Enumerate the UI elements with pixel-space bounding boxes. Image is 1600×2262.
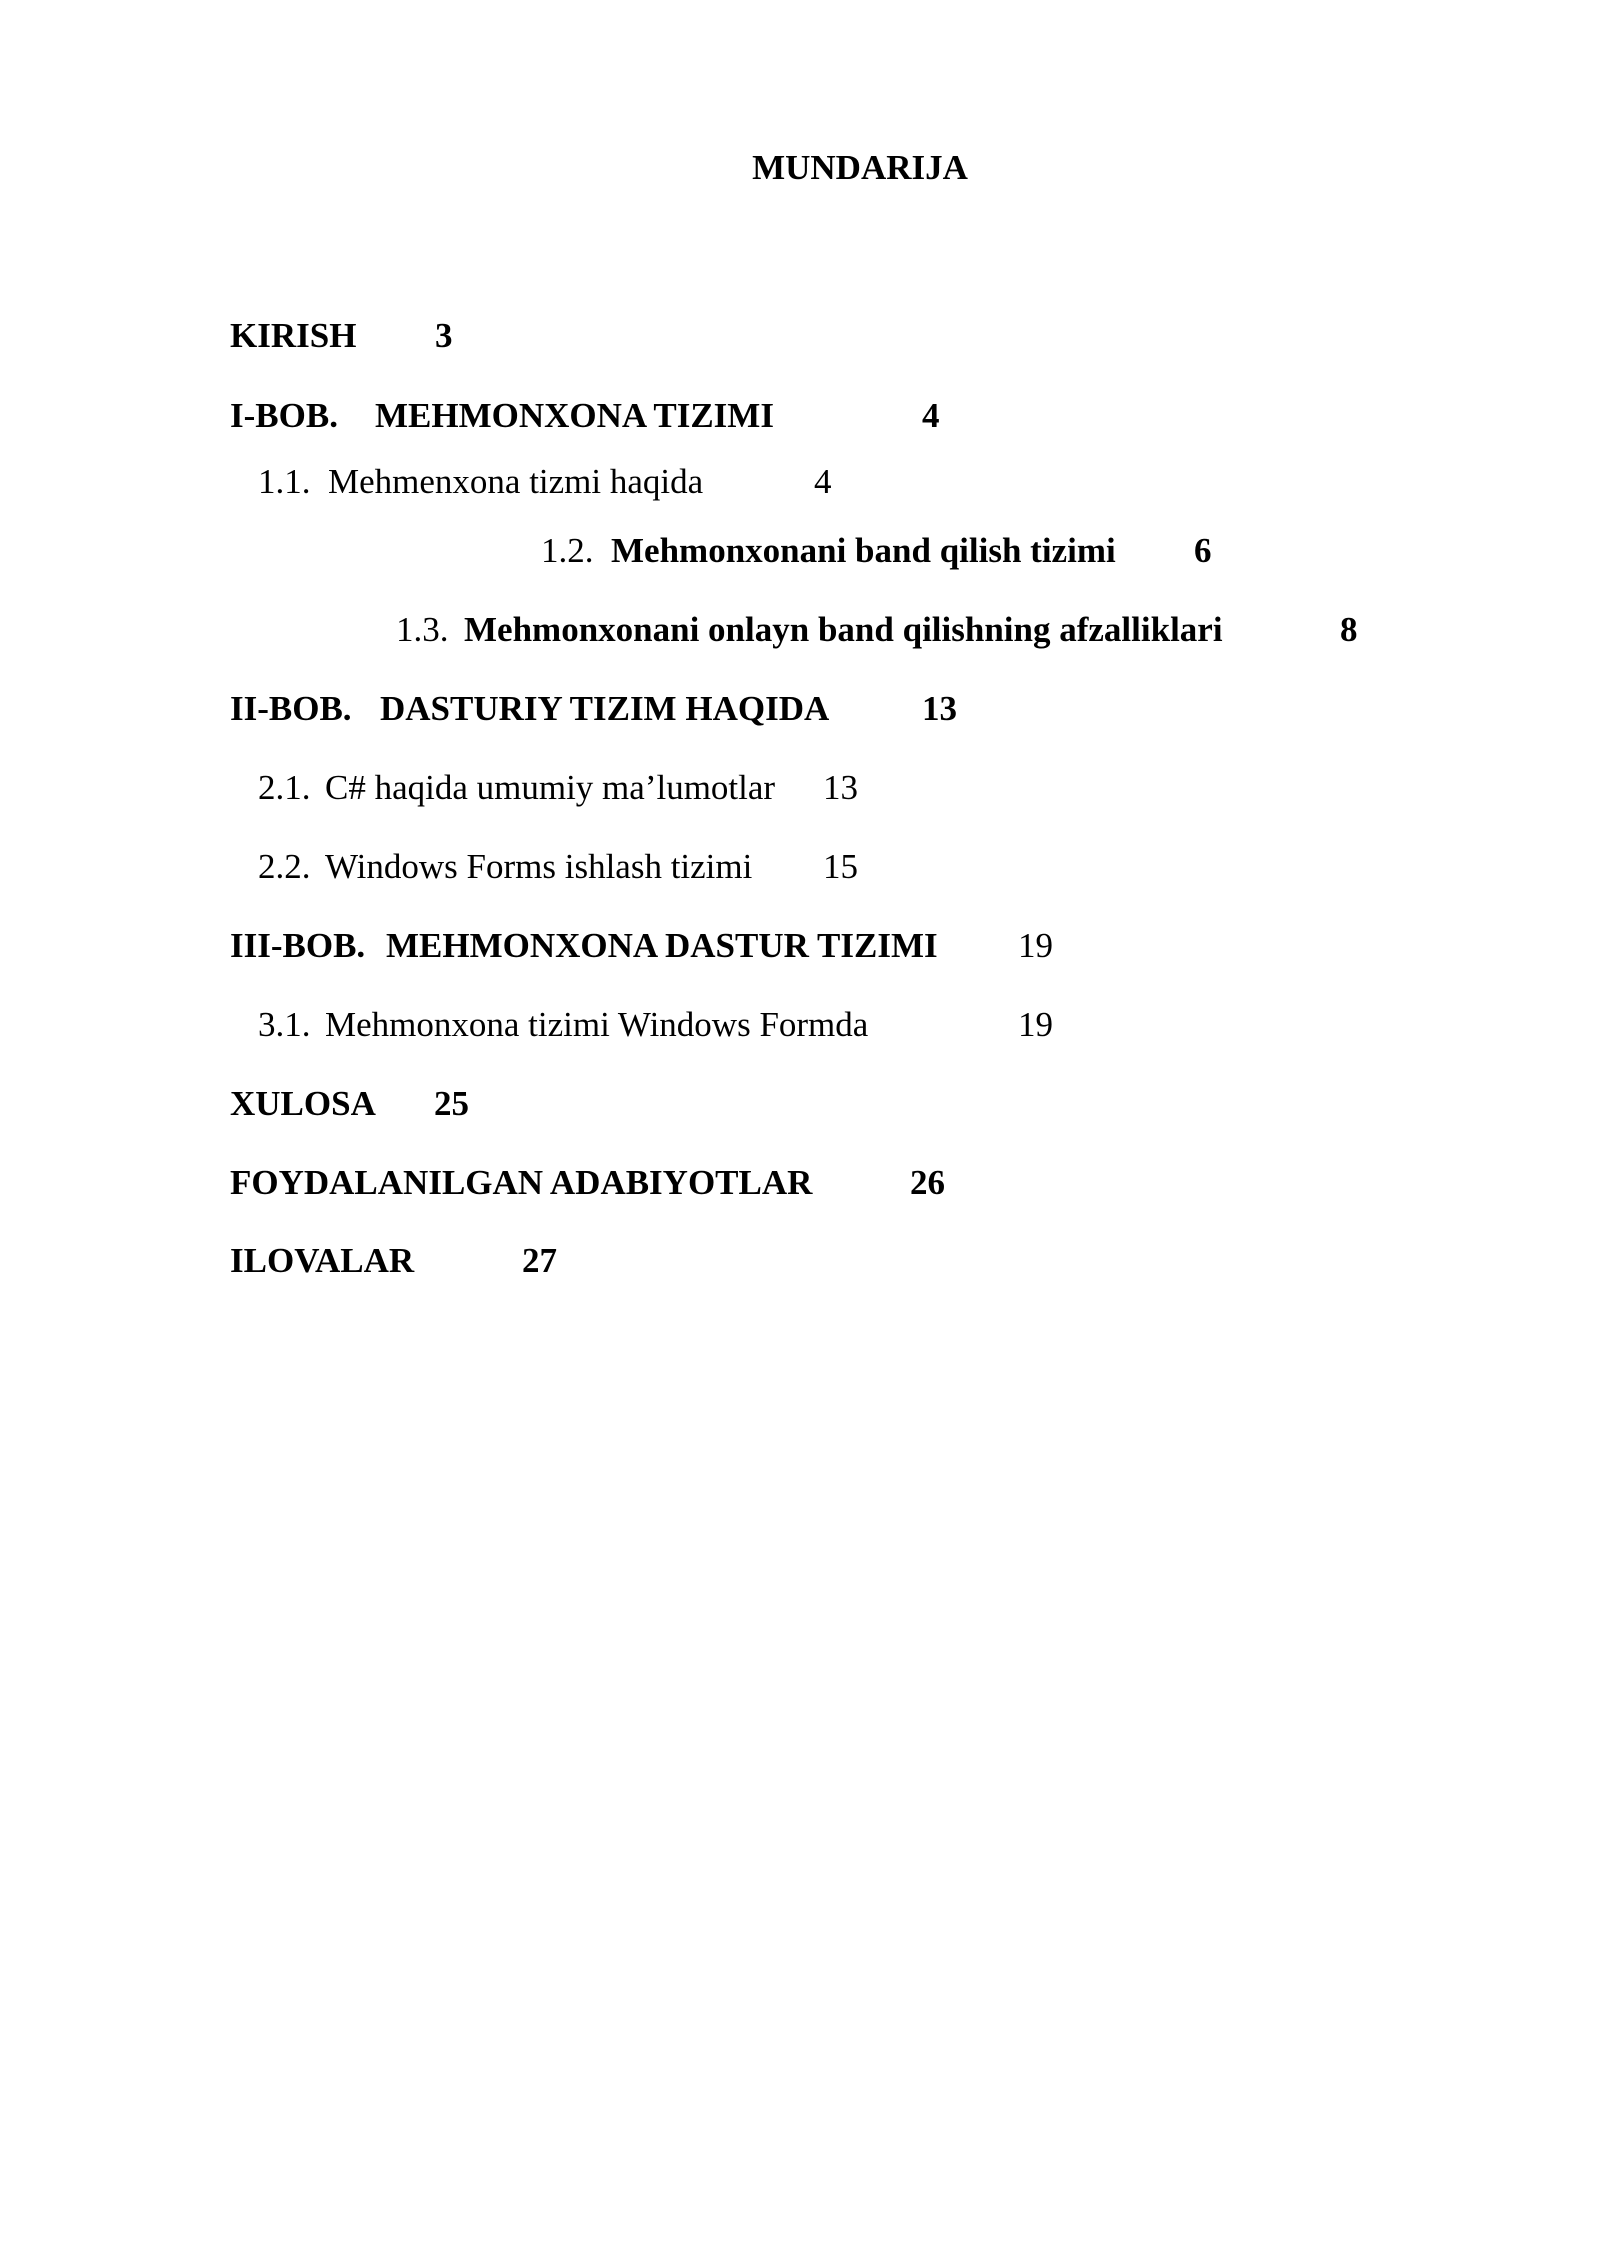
toc-page-number: 13 [922,689,957,728]
toc-label: KIRISH [230,316,357,355]
toc-label: MEHMONXONA DASTUR TIZIMI [386,926,938,965]
toc-entry-appendices[interactable] [230,1241,557,1280]
toc-entry-kirish[interactable] [230,316,453,355]
toc-entry-section-1-3[interactable] [396,610,1358,649]
toc-page-number: 3 [435,316,453,355]
toc-number: 2.1. [258,768,311,807]
toc-label: Mehmenxona tizmi haqida [328,462,704,501]
toc-page-number: 25 [434,1084,469,1123]
toc-label: Mehmonxonani onlayn band qilishning afzalliklari [464,610,1223,649]
toc-entry-section-2-1[interactable] [258,768,858,807]
toc-entry-section-1-2[interactable] [541,531,1212,570]
toc-number: 1.2. [541,531,594,570]
toc-entry-references[interactable] [230,1163,945,1202]
toc-page-number: 15 [823,847,858,886]
toc-label: MEHMONXONA TIZIMI [375,396,774,435]
toc-entry-section-2-2[interactable] [258,847,858,886]
toc-label: Mehmonxonani band qilish tizimi [611,531,1116,570]
toc-number: 2.2. [258,847,311,886]
toc-entry-chapter-1[interactable] [230,396,940,435]
toc-page-number: 27 [522,1241,557,1280]
toc-number: 1.3. [396,610,449,649]
toc-page-number: 6 [1194,531,1212,570]
toc-page-number: 8 [1340,610,1358,649]
toc-page-number: 4 [814,462,832,501]
toc-label: Mehmonxona tizimi Windows Formda [325,1005,869,1044]
toc-page-number: 19 [1018,1005,1053,1044]
toc-entry-chapter-2[interactable] [230,689,957,728]
toc-label: FOYDALANILGAN ADABIYOTLAR [230,1163,813,1202]
toc-number: 1.1. [258,462,311,501]
toc-label: DASTURIY TIZIM HAQIDA [380,689,830,728]
toc-page-number: 19 [1018,926,1053,965]
toc-number: II-BOB. [230,689,352,728]
toc-label: Windows Forms ishlash tizimi [325,847,753,886]
toc-label: C# haqida umumiy ma’lumotlar [325,768,776,807]
toc-entry-section-3-1[interactable] [258,1005,1053,1044]
toc-page-number: 26 [910,1163,945,1202]
toc-page-number: 4 [922,396,940,435]
toc-label: XULOSA [230,1084,376,1123]
toc-entry-chapter-3[interactable] [230,926,1053,965]
toc-page-number: 13 [823,768,858,807]
toc-number: 3.1. [258,1005,311,1044]
toc-entry-section-1-1[interactable] [258,462,832,501]
toc-number: III-BOB. [230,926,366,965]
page-title: MUNDARIJA [752,148,968,187]
toc-number: I-BOB. [230,396,338,435]
toc-entry-xulosa[interactable] [230,1084,469,1123]
toc-label: ILOVALAR [230,1241,415,1280]
